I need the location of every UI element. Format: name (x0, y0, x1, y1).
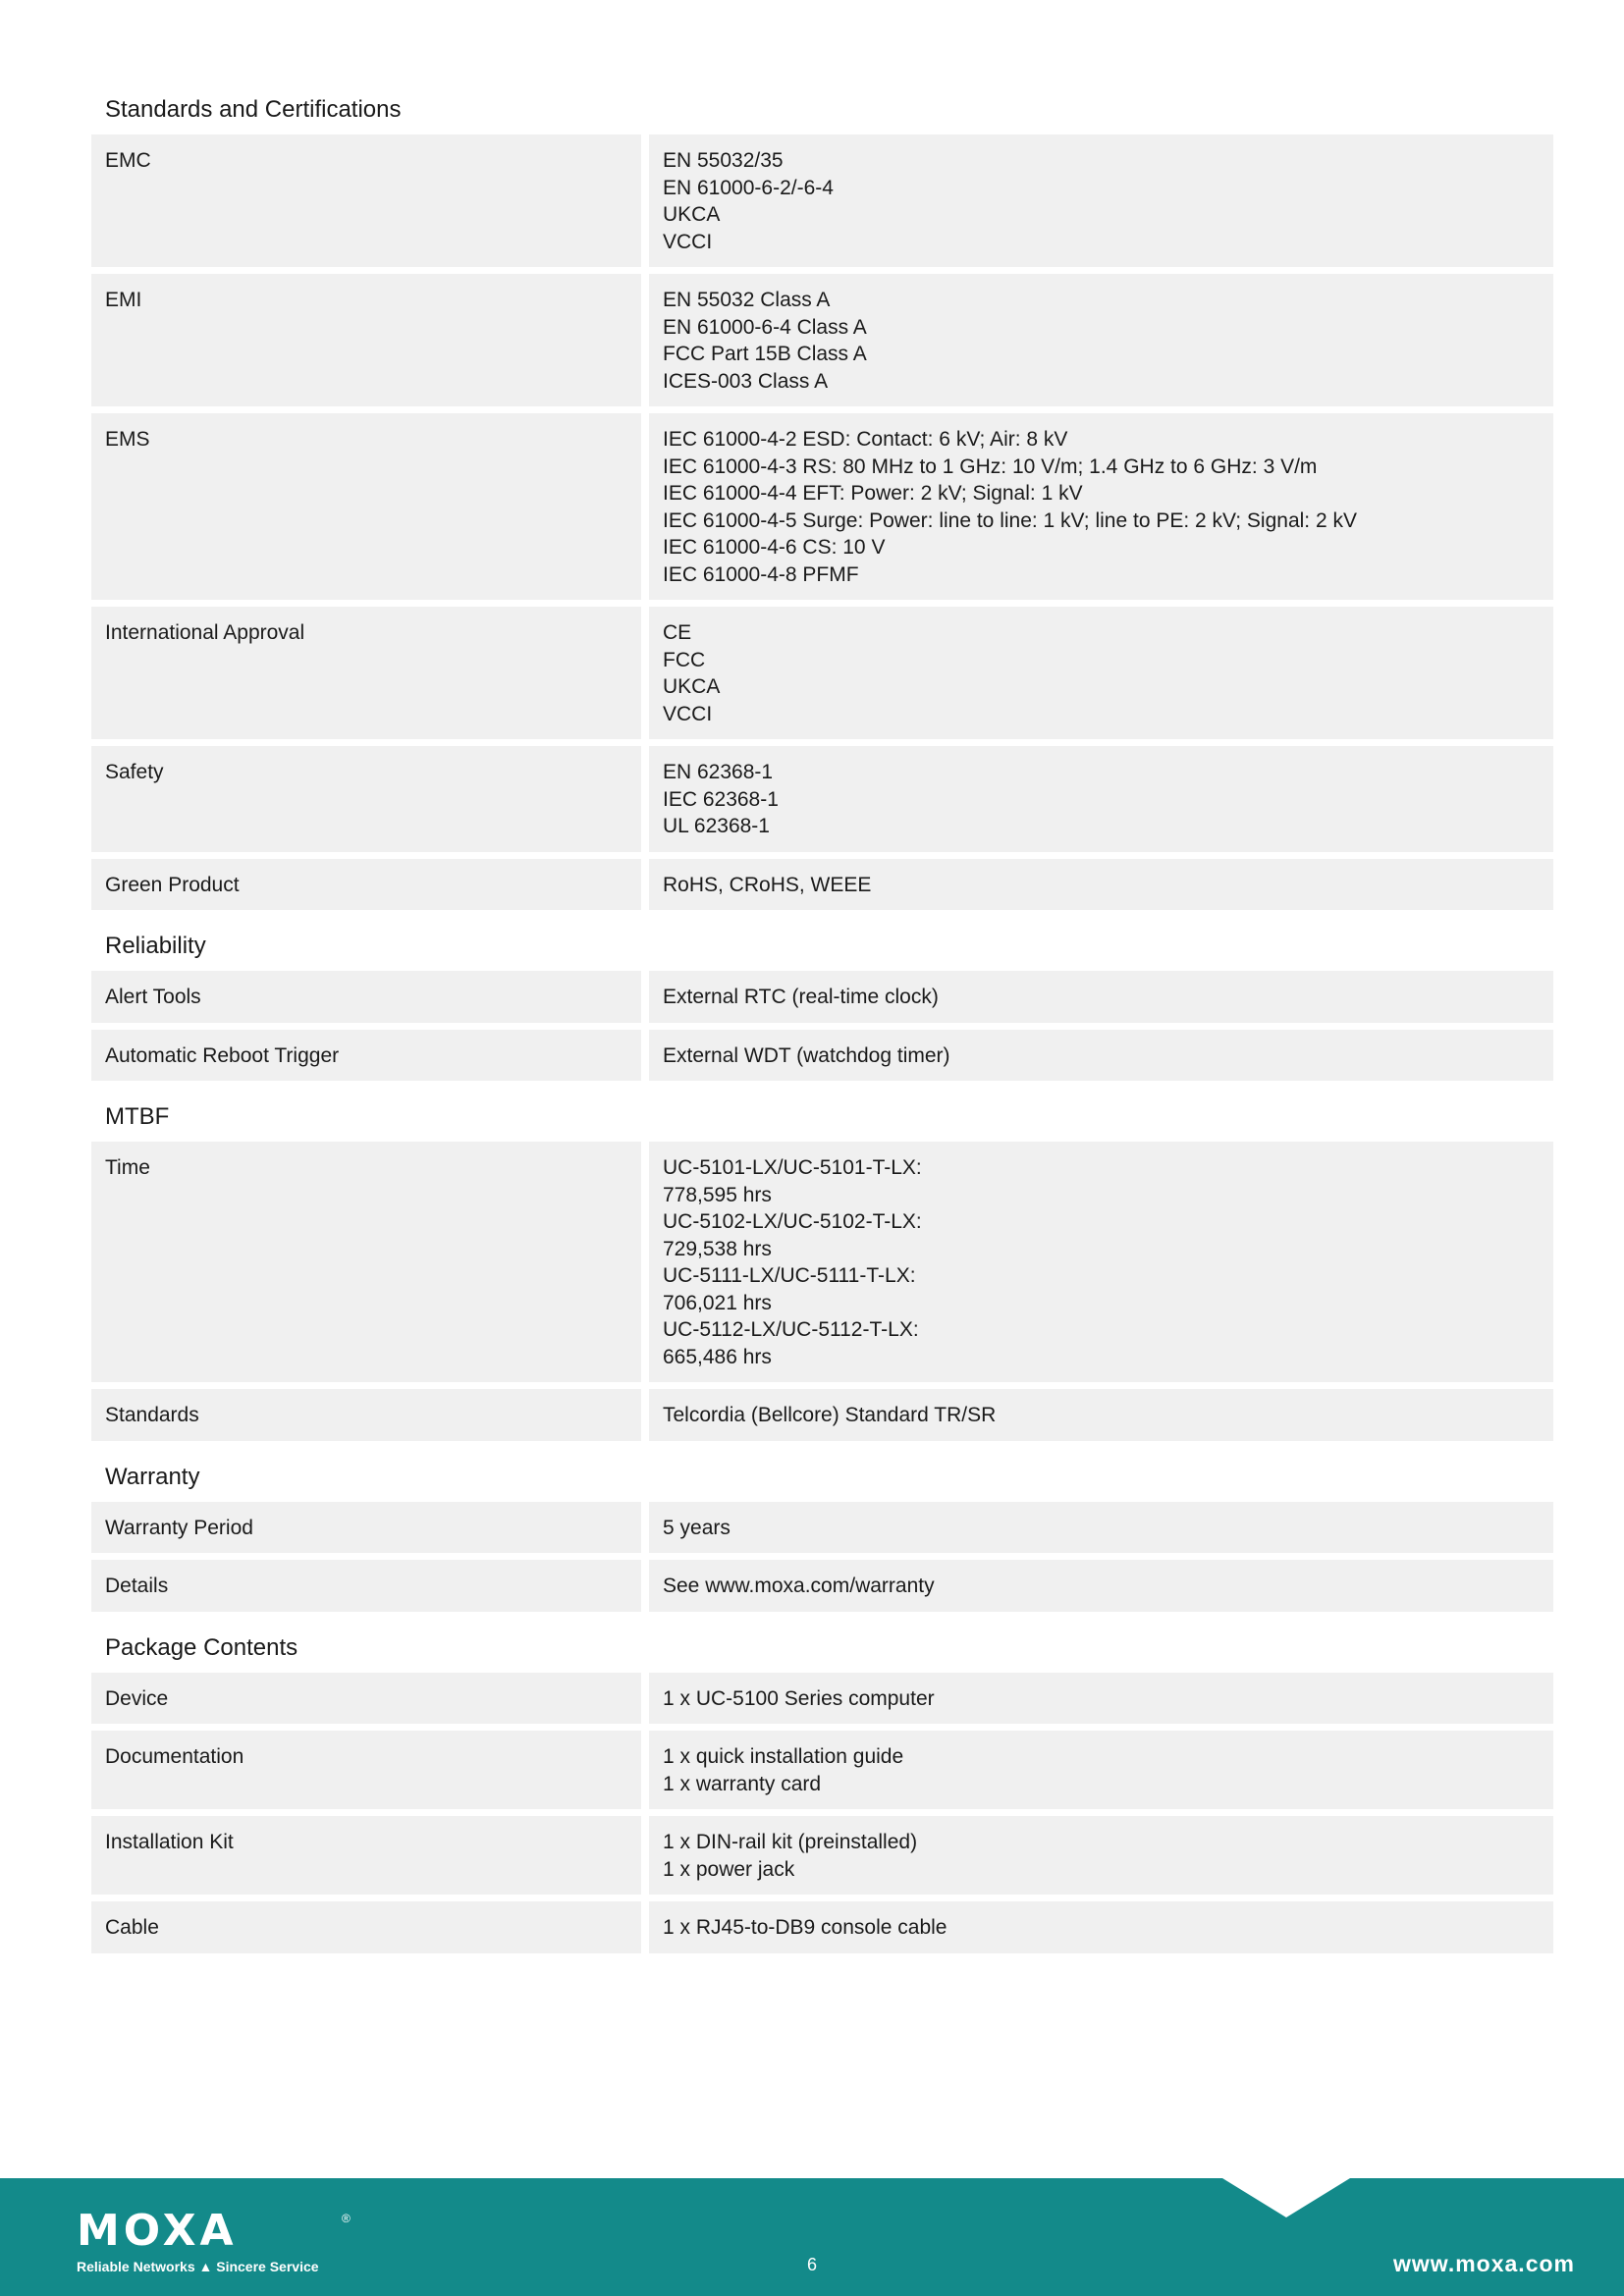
spec-value (649, 1731, 1553, 1809)
spec-value (649, 1030, 1553, 1082)
spec-value-line: 729,538 hrs (663, 1237, 772, 1260)
spec-content (91, 93, 1553, 1960)
spec-label: Device (91, 1673, 641, 1725)
spec-row (91, 607, 1553, 739)
spec-value-line: IEC 61000-4-5 Surge: Power: line to line: 1 kV; line to PE: 2 kV; Signal: 2 kV (663, 508, 1357, 532)
spec-row (91, 1731, 1553, 1809)
spec-value-line: ICES-003 Class A (663, 369, 829, 393)
spec-row (91, 1142, 1553, 1382)
spec-value-line: EN 62368-1 (663, 761, 774, 783)
spec-value-line: 778,595 hrs (663, 1183, 772, 1206)
spec-row (91, 1673, 1553, 1725)
spec-value-line: UC-5102-LX/UC-5102-T-LX: (663, 1210, 922, 1233)
spec-value-line: 1 x DIN-rail kit (preinstalled) (663, 1831, 918, 1853)
section-title: MTBF (105, 1103, 170, 1130)
spec-value (649, 746, 1553, 852)
spec-label: Warranty Period (91, 1502, 641, 1554)
spec-label: EMC (91, 134, 641, 267)
spec-row (91, 274, 1553, 406)
spec-label: Green Product (91, 859, 641, 911)
spec-value (649, 1502, 1553, 1554)
spec-row (91, 1030, 1553, 1082)
spec-value-line: UC-5101-LX/UC-5101-T-LX: (663, 1156, 922, 1179)
logo-registered-mark: ® (342, 2212, 351, 2225)
spec-value-line: IEC 61000-4-4 EFT: Power: 2 kV; Signal: 1 kV (663, 482, 1083, 505)
spec-row (91, 1389, 1553, 1441)
spec-value-line: 1 x warranty card (663, 1772, 822, 1795)
spec-value-line: EN 61000-6-4 Class A (663, 315, 867, 339)
spec-label: Installation Kit (91, 1816, 641, 1895)
page-footer (0, 2178, 1624, 2296)
spec-value-line: RoHS, CRoHS, WEEE (663, 873, 872, 896)
spec-value-line: 5 years (663, 1516, 731, 1539)
spec-value (649, 274, 1553, 406)
spec-value-line: External RTC (real-time clock) (663, 986, 939, 1008)
spec-value (649, 1142, 1553, 1382)
section-title: Standards and Certifications (105, 96, 402, 123)
spec-row (91, 971, 1553, 1023)
section-title: Package Contents (105, 1633, 298, 1661)
spec-value-line: 1 x power jack (663, 1857, 795, 1881)
spec-value-line: IEC 61000-4-2 ESD: Contact: 6 kV; Air: 8 kV (663, 428, 1068, 451)
spec-value (649, 971, 1553, 1023)
spec-value (649, 1560, 1553, 1612)
footer-notch-shape (1222, 2178, 1350, 2217)
spec-value-line: 1 x UC-5100 Series computer (663, 1686, 935, 1710)
spec-value-line: Telcordia (Bellcore) Standard TR/SR (663, 1404, 997, 1426)
spec-row (91, 1901, 1553, 1953)
spec-value-line: 1 x RJ45-to-DB9 console cable (663, 1916, 947, 1939)
spec-label: Automatic Reboot Trigger (91, 1030, 641, 1082)
spec-value-line: CE (663, 621, 692, 644)
spec-value-line: IEC 61000-4-8 PFMF (663, 562, 859, 586)
spec-value-line: FCC Part 15B Class A (663, 343, 867, 365)
spec-value-line: 665,486 hrs (663, 1345, 772, 1368)
spec-row (91, 1816, 1553, 1895)
spec-label: Cable (91, 1901, 641, 1953)
spec-row (91, 1502, 1553, 1554)
spec-value-line: UKCA (663, 675, 721, 698)
spec-label: Standards (91, 1389, 641, 1441)
spec-label: Details (91, 1560, 641, 1612)
spec-value (649, 413, 1553, 600)
logo-wordmark: MOXA (77, 2206, 238, 2256)
spec-value-line: UC-5111-LX/UC-5111-T-LX: (663, 1264, 916, 1287)
spec-label: EMI (91, 274, 641, 406)
section-title: Warranty (105, 1463, 200, 1490)
page-number: 6 (806, 2255, 817, 2274)
spec-value (649, 1673, 1553, 1725)
spec-value-line: UKCA (663, 203, 721, 226)
spec-value-line: IEC 61000-4-6 CS: 10 V (663, 536, 886, 559)
spec-label: Alert Tools (91, 971, 641, 1023)
spec-row (91, 859, 1553, 911)
spec-value-line: EN 55032/35 (663, 149, 784, 172)
spec-value (649, 859, 1553, 911)
spec-label: International Approval (91, 607, 641, 739)
spec-value-line: 706,021 hrs (663, 1291, 772, 1314)
spec-value (649, 1816, 1553, 1895)
spec-row (91, 134, 1553, 267)
spec-value-line: VCCI (663, 702, 713, 725)
spec-value (649, 1389, 1553, 1441)
spec-value-line: VCCI (663, 230, 713, 253)
spec-label: Safety (91, 746, 641, 852)
spec-value (649, 1901, 1553, 1953)
spec-value-line: IEC 62368-1 (663, 787, 779, 811)
spec-value (649, 134, 1553, 267)
spec-value-line: EN 61000-6-2/-6-4 (663, 176, 834, 199)
spec-row (91, 1560, 1553, 1612)
spec-value-line: FCC (663, 648, 706, 671)
spec-value-line: See www.moxa.com/warranty (663, 1575, 935, 1597)
spec-label: Documentation (91, 1731, 641, 1809)
spec-value-line: UC-5112-LX/UC-5112-T-LX: (663, 1318, 919, 1341)
spec-value-line: External WDT (watchdog timer) (663, 1043, 950, 1067)
spec-value-line: IEC 61000-4-3 RS: 80 MHz to 1 GHz: 10 V/m; 1.4 GHz to 6 GHz: 3 V/m (663, 454, 1318, 478)
spec-value-line: UL 62368-1 (663, 815, 770, 837)
spec-label: EMS (91, 413, 641, 600)
spec-label: Time (91, 1142, 641, 1382)
logo-tagline: Reliable Networks ▲ Sincere Service (77, 2259, 319, 2274)
spec-value-line: 1 x quick installation guide (663, 1745, 904, 1768)
spec-value (649, 607, 1553, 739)
spec-row (91, 746, 1553, 852)
section-title: Reliability (105, 933, 206, 959)
spec-row (91, 413, 1553, 600)
spec-value-line: EN 55032 Class A (663, 289, 831, 311)
website-link[interactable]: www.moxa.com (1393, 2251, 1575, 2276)
